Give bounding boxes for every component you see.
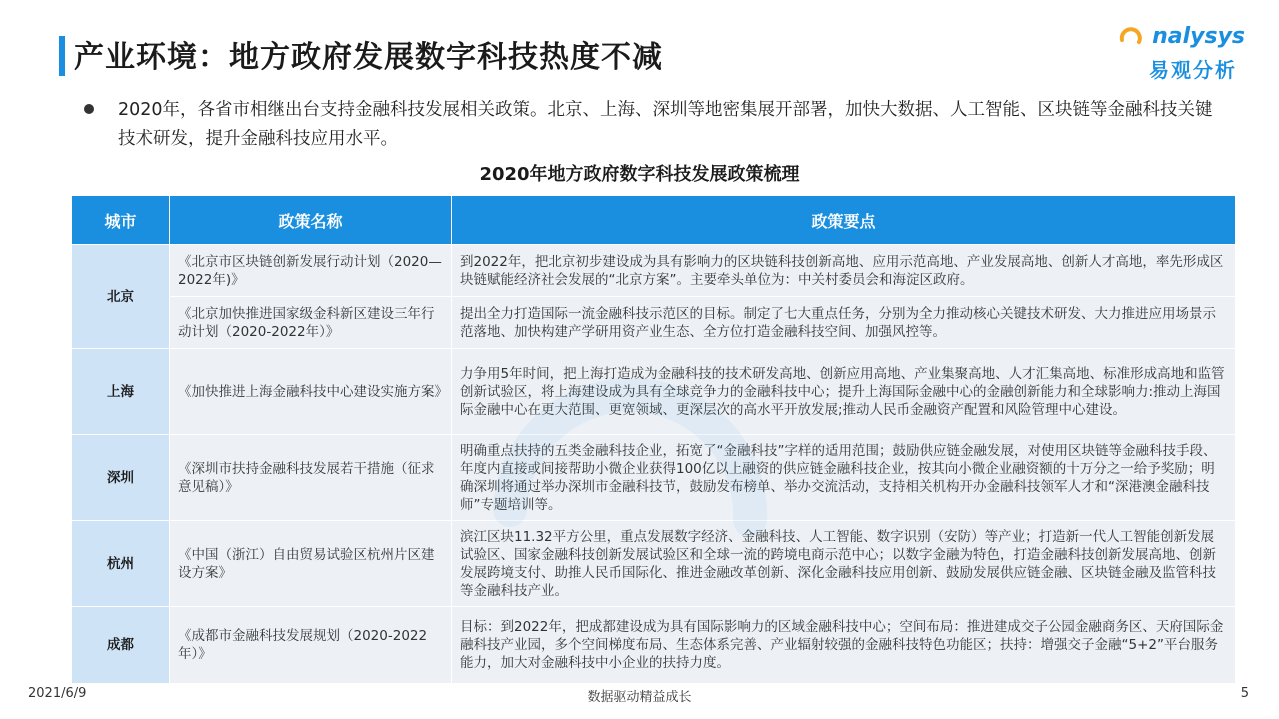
policy-points-cell: 提出全力打造国际一流金融科技示范区的目标。制定了七大重点任务，分别为全力推动核心关键技术研发、大力推进应用场景示范落地、加快构建产学研用资产业生态、全方位打造金融科技空间、加强风控等。 [452, 297, 1236, 349]
bullet-dot-icon [84, 104, 94, 114]
footer-slogan: 数据驱动精益成长 [587, 690, 692, 705]
logo-text-cn: 易观分析 [1149, 58, 1237, 82]
logo-text-en: nalysys [1152, 24, 1245, 49]
policy-name-cell: 《北京市区块链创新发展行动计划（2020—2022年)》 [170, 245, 452, 297]
header-city: 城市 [72, 196, 170, 245]
policy-points-cell: 明确重点扶持的五类金融科技企业，拓宽了“金融科技”字样的适用范围；鼓励供应链金融发展，对使用区块链等金融科技手段、年度内直接或间接帮助小微企业获得100亿以上融资的供应链金融科技企业，按其向小微企业融资额的十万分之一给予奖励；明确深圳将通过举办深圳市金融科技节，鼓励发布榜单、举办交流活动，支持相关机构开办金融科技领军人才和“深港澳金融科技师”专题培训等。 [452, 435, 1236, 521]
city-cell-shenzhen: 深圳 [72, 435, 170, 521]
table-row [72, 521, 1236, 607]
bullet-text: 2020年，各省市相继出台支持金融科技发展相关政策。北京、上海、深圳等地密集展开部署，加快大数据、人工智能、区块链等金融科技关键技术研发，提升金融科技应用水平。 [118, 100, 1213, 149]
city-cell-chengdu: 成都 [72, 607, 170, 684]
table-row [72, 349, 1236, 435]
logo-swoosh-icon [1119, 26, 1143, 50]
policy-name-cell: 《北京加快推进国家级金科新区建设三年行动计划（2020-2022年）》 [170, 297, 452, 349]
city-cell-beijing: 北京 [72, 245, 170, 349]
city-cell-hangzhou: 杭州 [72, 521, 170, 607]
footer-date: 2021/6/9 [28, 686, 87, 701]
policy-points-cell: 力争用5年时间，把上海打造成为金融科技的技术研发高地、创新应用高地、产业集聚高地、人才汇集高地、标准形成高地和监管创新试验区，将上海建设成为具有全球竞争力的金融科技中心；提升上海国际金融中心的金融创新能力和全球影响力:推动上海国际金融中心在更大范围、更宽领域、更深层次的高水平开放发展;推动人民币金融资产配置和风险管理中心建设。 [452, 349, 1236, 435]
page-title: 产业环境：地方政府发展数字科技热度不减 [74, 40, 663, 75]
policy-name-cell: 《加快推进上海金融科技中心建设实施方案》 [170, 349, 452, 435]
policy-points-cell: 目标：到2022年，把成都建设成为具有国际影响力的区域金融科技中心；空间布局：推进建成交子公园金融商务区、天府国际金融科技产业园，多个空间梯度布局、生态体系完善、产业辐射较强的金融科技特色功能区；扶持：增强交子金融“5+2”平台服务能力，加大对金融科技中小企业的扶持力度。 [452, 607, 1236, 684]
city-cell-shanghai: 上海 [72, 349, 170, 435]
table-row [72, 245, 1236, 297]
header-policy-points: 政策要点 [452, 196, 1236, 245]
policy-name-cell: 《中国（浙江）自由贸易试验区杭州片区建设方案》 [170, 521, 452, 607]
table-row [72, 607, 1236, 684]
policy-points-cell: 滨江区块11.32平方公里，重点发展数字经济、金融科技、人工智能、数字识别（安防）等产业；打造新一代人工智能创新发展试验区、国家金融科技创新发展试验区和全球一流的跨境电商示范中心；以数字金融为特色，打造金融科技创新发展高地、创新发展跨境支付、助推人民币国际化、推进金融改革创新、深化金融科技应用创新、鼓励发展供应链金融、区块链金融及监管科技等金融科技产业。 [452, 521, 1236, 607]
policy-name-cell: 《深圳市扶持金融科技发展若干措施（征求意见稿）》 [170, 435, 452, 521]
table-row [72, 297, 1236, 349]
table-title: 2020年地方政府数字科技发展政策梳理 [479, 164, 800, 185]
page-number: 5 [1240, 686, 1249, 701]
analysys-logo [1115, 22, 1245, 82]
table-row [72, 435, 1236, 521]
policy-name-cell: 《成都市金融科技发展规划（2020-2022年）》 [170, 607, 452, 684]
header-policy-name: 政策名称 [170, 196, 452, 245]
table-header-row [72, 196, 1236, 245]
policy-table [71, 195, 1236, 684]
title-accent-bar [59, 36, 65, 76]
policy-points-cell: 到2022年，把北京初步建设成为具有影响力的区块链科技创新高地、应用示范高地、产业发展高地、创新人才高地，率先形成区块链赋能经济社会发展的“北京方案”。主要牵头单位为：中关村委员会和海淀区政府。 [452, 245, 1236, 297]
